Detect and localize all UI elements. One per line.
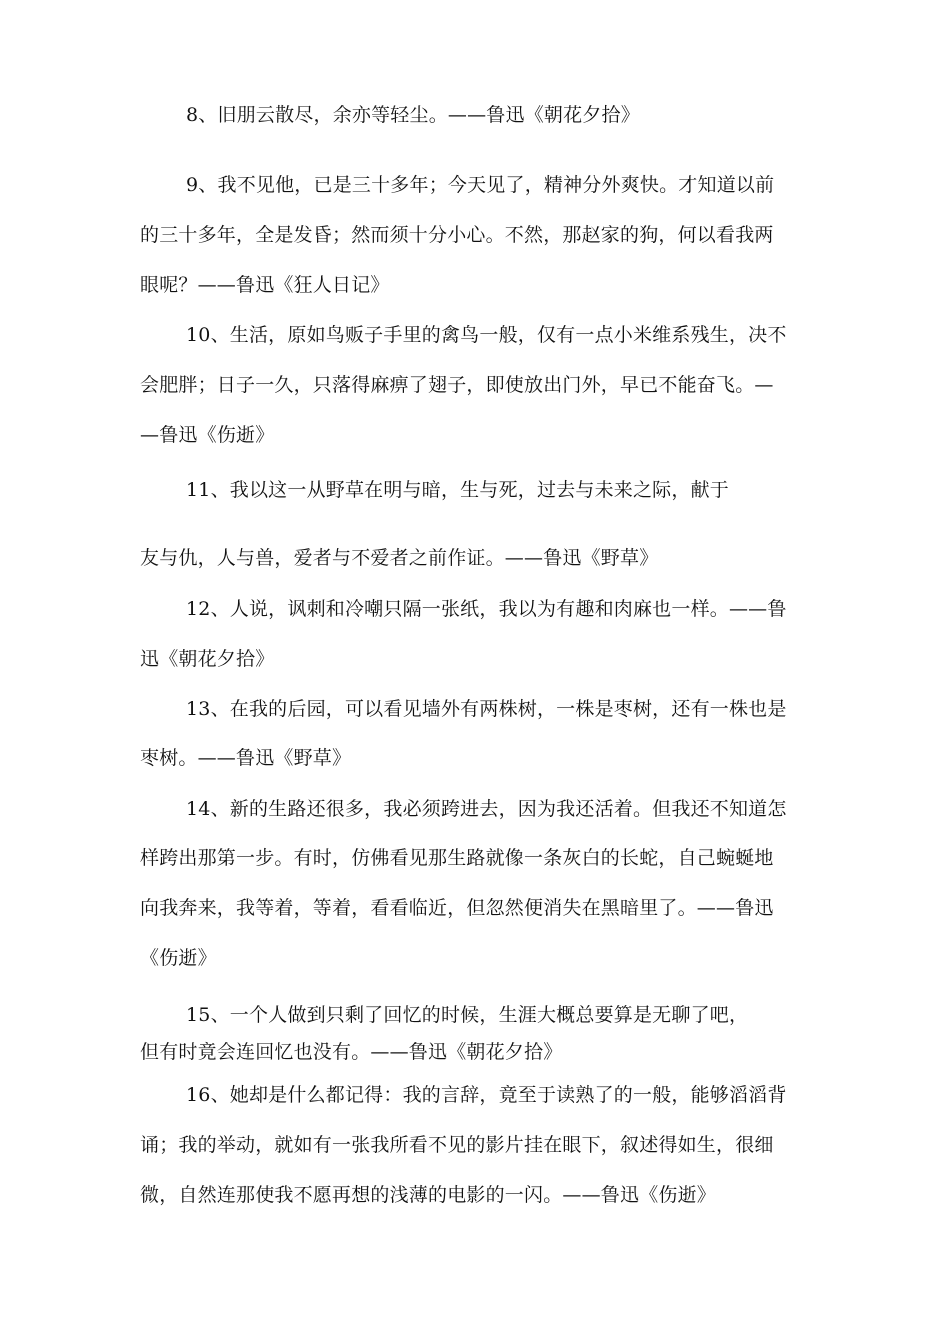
quote-15-line-1: 15、一个人做到只剩了回忆的时候，生涯大概总要算是无聊了吧，: [186, 1004, 749, 1026]
quote-14-line-1: 14、新的生路还很多，我必须跨进去，因为我还活着。但我还不知道怎: [186, 798, 787, 820]
quote-14-line-2: 样跨出那第一步。有时，仿佛看见那生路就像一条灰白的长蛇，自己蜿蜒地: [140, 847, 774, 869]
quote-15-line-2: 但有时竟会连回忆也没有。——鲁迅《朝花夕拾》: [140, 1041, 563, 1063]
quote-13-line-1: 13、在我的后园，可以看见墙外有两株树，一株是枣树，还有一株也是: [186, 698, 787, 720]
quote-11-line-1: 11、我以这一从野草在明与暗，生与死，过去与未来之际，献于: [186, 479, 729, 501]
quote-16-line-1: 16、她却是什么都记得：我的言辞，竟至于读熟了的一般，能够滔滔背: [186, 1084, 787, 1106]
quote-10-line-3: —鲁迅《伤逝》: [140, 424, 275, 446]
quote-12-line-2: 迅《朝花夕拾》: [140, 648, 275, 670]
quote-10-line-2: 会肥胖；日子一久，只落得麻痹了翅子，即使放出门外，早已不能奋飞。—: [140, 374, 774, 396]
quote-11-line-2: 友与仇，人与兽，爱者与不爱者之前作证。——鲁迅《野草》: [140, 547, 659, 569]
quote-16-line-2: 诵；我的举动，就如有一张我所看不见的影片挂在眼下，叙述得如生，很细: [140, 1134, 774, 1156]
quote-9-line-1: 9、我不见他，已是三十多年；今天见了，精神分外爽快。才知道以前: [186, 174, 775, 196]
quote-12-line-1: 12、人说，讽刺和冷嘲只隔一张纸，我以为有趣和肉麻也一样。——鲁: [186, 598, 787, 620]
quote-13-line-2: 枣树。——鲁迅《野草》: [140, 747, 352, 769]
quote-9-line-2: 的三十多年，全是发昏；然而须十分小心。不然，那赵家的狗，何以看我两: [140, 224, 774, 246]
quote-16-line-3: 微，自然连那使我不愿再想的浅薄的电影的一闪。——鲁迅《伤逝》: [140, 1184, 717, 1206]
quote-14-line-4: 《伤逝》: [140, 947, 217, 969]
quote-9-line-3: 眼呢？——鲁迅《狂人日记》: [140, 274, 390, 296]
quote-14-line-3: 向我奔来，我等着，等着，看看临近，但忽然便消失在黑暗里了。——鲁迅: [140, 897, 774, 919]
quote-10-line-1: 10、生活，原如鸟贩子手里的禽鸟一般，仅有一点小米维系残生，决不: [186, 324, 787, 346]
quote-8-line-1: 8、旧朋云散尽，余亦等轻尘。——鲁迅《朝花夕拾》: [186, 104, 640, 126]
